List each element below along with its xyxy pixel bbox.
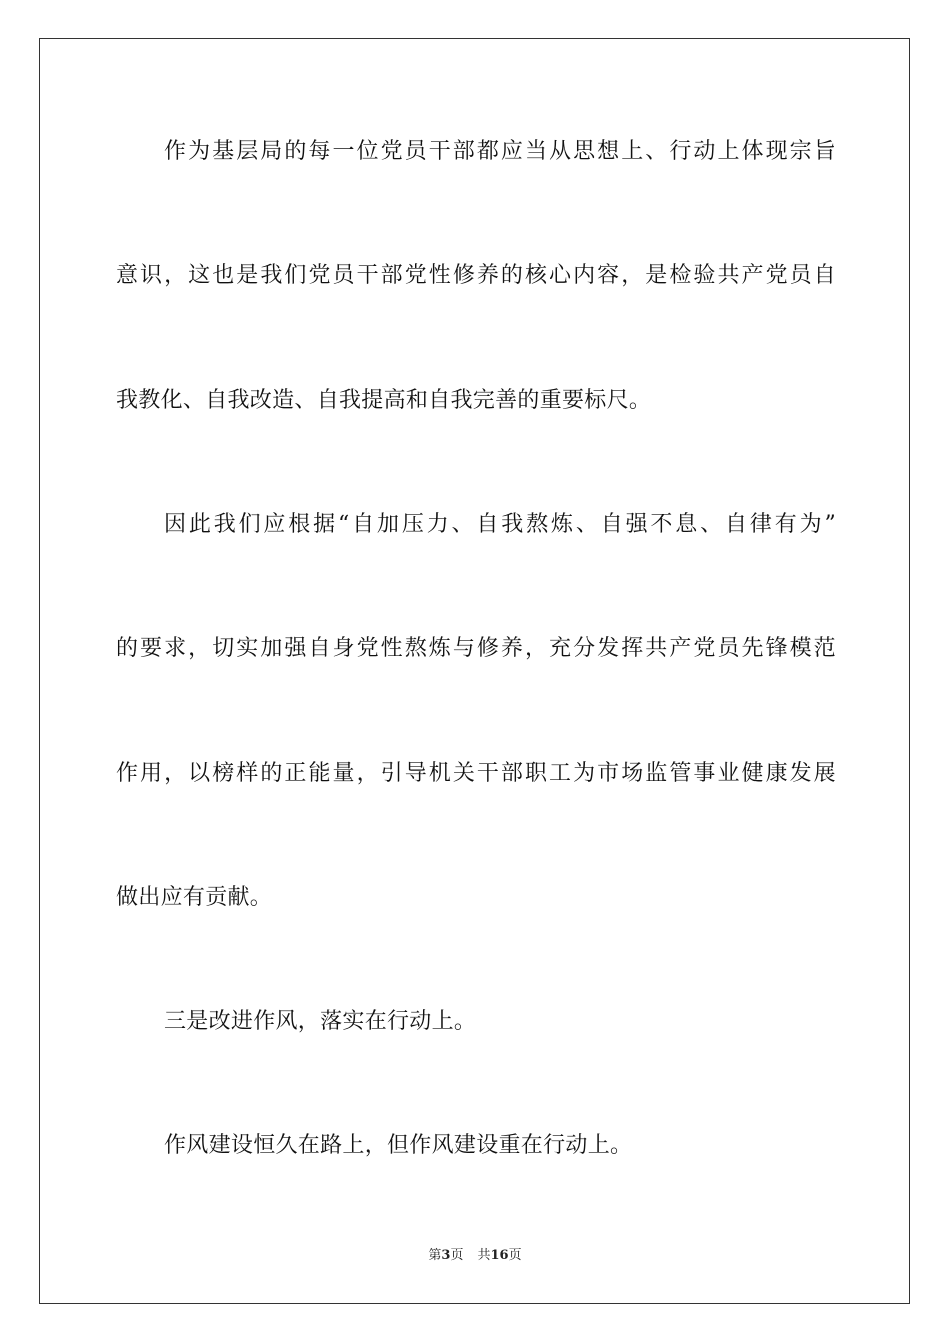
footer-page-prefix: 第: [428, 1248, 442, 1263]
paragraph-line-6: 作用，以榜样的正能量，引导机关干部职工为市场监管事业健康发展: [116, 761, 836, 786]
footer-page-number: 3: [441, 1248, 451, 1263]
paragraph-line-9: 作风建设恒久在路上，但作风建设重在行动上。: [164, 1133, 633, 1158]
page-border: [39, 38, 910, 1304]
paragraph-line-1: 作为基层局的每一位党员干部都应当从思想上、行动上体现宗旨: [164, 139, 836, 164]
paragraph-line-7: 做出应有贡献。: [116, 885, 273, 910]
paragraph-line-5: 的要求，切实加强自身党性熬炼与修养，充分发挥共产党员先锋模范: [116, 636, 836, 661]
page-footer: [0, 1247, 950, 1265]
footer-total-pages: 16: [490, 1248, 509, 1263]
paragraph-line-2: 意识，这也是我们党员干部党性修养的核心内容，是检验共产党员自: [116, 263, 836, 288]
paragraph-line-4: 因此我们应根据“自加压力、自我熬炼、自强不息、自律有为”: [164, 512, 836, 537]
paragraph-line-8: 三是改进作风，落实在行动上。: [164, 1009, 477, 1034]
paragraph-line-3: 我教化、自我改造、自我提高和自我完善的重要标尺。: [116, 388, 652, 413]
footer-page-suffix: 页: [450, 1248, 464, 1263]
footer-total-prefix: 共: [477, 1248, 491, 1263]
footer-total-suffix: 页: [508, 1248, 522, 1263]
